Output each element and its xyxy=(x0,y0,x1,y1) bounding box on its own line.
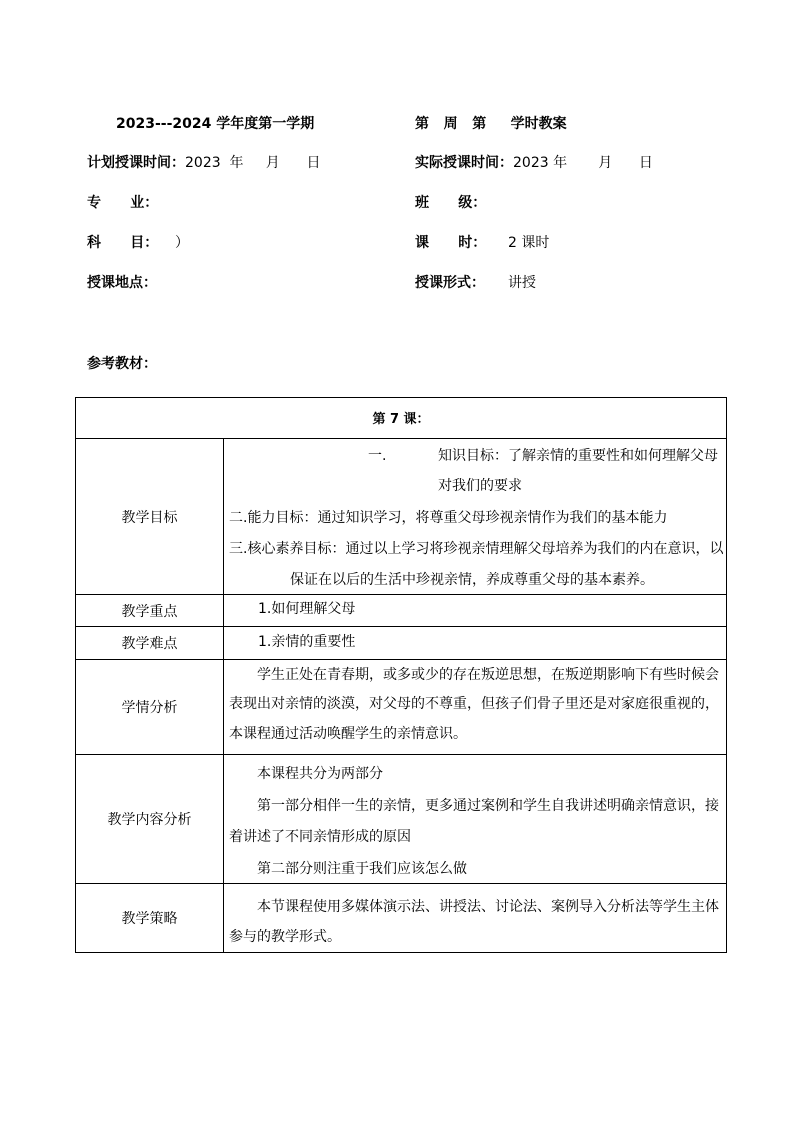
hours-label: 课 时： xyxy=(415,235,487,251)
goals-label: 教学目标 xyxy=(76,439,224,594)
analysis-line: 表现出对亲情的淡漠，对父母的不尊重，但孩子们骨子里还是对家庭很重视的， xyxy=(229,696,719,712)
plan-time-label: 计划授课时间： xyxy=(87,155,185,171)
actual-time-value: 2023 年 月 日 xyxy=(513,155,653,171)
table-row-analysis xyxy=(76,660,726,755)
analysis-line: 本课程通过活动唤醒学生的亲情意识。 xyxy=(229,726,467,742)
strategy-line: 参与的教学形式。 xyxy=(229,929,341,945)
reference-label: 参考教材： xyxy=(87,356,157,372)
difficulty-value: 1.亲情的重要性 xyxy=(258,634,356,650)
form-value: 讲授 xyxy=(508,275,536,291)
table-row-content xyxy=(76,755,726,884)
goals-line1-num: 一. xyxy=(368,448,387,464)
table-row-lesson-title xyxy=(76,398,726,439)
location-label: 授课地点： xyxy=(87,275,157,291)
content-line: 着讲述了不同亲情形成的原因 xyxy=(229,829,411,845)
content-line: 第一部分相伴一生的亲情，更多通过案例和学生自我讲述明确亲情意识，接 xyxy=(257,798,719,814)
key-point-value: 1.如何理解父母 xyxy=(258,601,356,617)
subject-value: ） xyxy=(175,235,189,251)
week-title: 第 周 第 学时教案 xyxy=(415,116,567,132)
key-point-label: 教学重点 xyxy=(76,595,224,626)
form-label: 授课形式： xyxy=(415,275,485,291)
goals-line1-text: 知识目标：了解亲情的重要性和如何理解父母 xyxy=(438,448,718,464)
content-line: 本课程共分为两部分 xyxy=(257,766,383,782)
major-label: 专 业： xyxy=(87,195,159,211)
strategy-label: 教学策略 xyxy=(76,884,224,952)
content-line: 第二部分则注重于我们应该怎么做 xyxy=(257,861,467,877)
lesson-plan-table xyxy=(75,397,727,953)
strategy-line: 本节课程使用多媒体演示法、讲授法、讨论法、案例导入分析法等学生主体 xyxy=(257,899,719,915)
table-row-strategy xyxy=(76,884,726,952)
difficulty-label: 教学难点 xyxy=(76,627,224,659)
hours-value: 2 课时 xyxy=(508,235,550,251)
goals-line4: 三.核心素养目标：通过以上学习将珍视亲情理解父母培养为我们的内在意识，以 xyxy=(229,541,724,557)
goals-content xyxy=(224,439,726,594)
table-row-difficulty xyxy=(76,627,726,660)
goals-line2: 对我们的要求 xyxy=(438,478,522,494)
table-row-goals xyxy=(76,439,726,595)
plan-time-value: 2023 年 月 日 xyxy=(185,155,321,171)
analysis-label: 学情分析 xyxy=(76,660,224,754)
subject-label: 科 目： xyxy=(87,235,159,251)
analysis-line: 学生正处在青春期，或多或少的存在叛逆思想，在叛逆期影响下有些时候会 xyxy=(257,667,719,683)
lesson-title: 第 7 课： xyxy=(372,412,430,427)
table-row-key-point xyxy=(76,595,726,627)
semester-title: 2023---2024 学年度第一学期 xyxy=(116,116,315,132)
goals-line3: 二.能力目标：通过知识学习，将尊重父母珍视亲情作为我们的基本能力 xyxy=(229,510,668,526)
goals-line5: 保证在以后的生活中珍视亲情，养成尊重父母的基本素养。 xyxy=(290,572,654,588)
class-label: 班 级： xyxy=(415,195,487,211)
actual-time-label: 实际授课时间： xyxy=(415,155,513,171)
content-label: 教学内容分析 xyxy=(76,755,224,883)
